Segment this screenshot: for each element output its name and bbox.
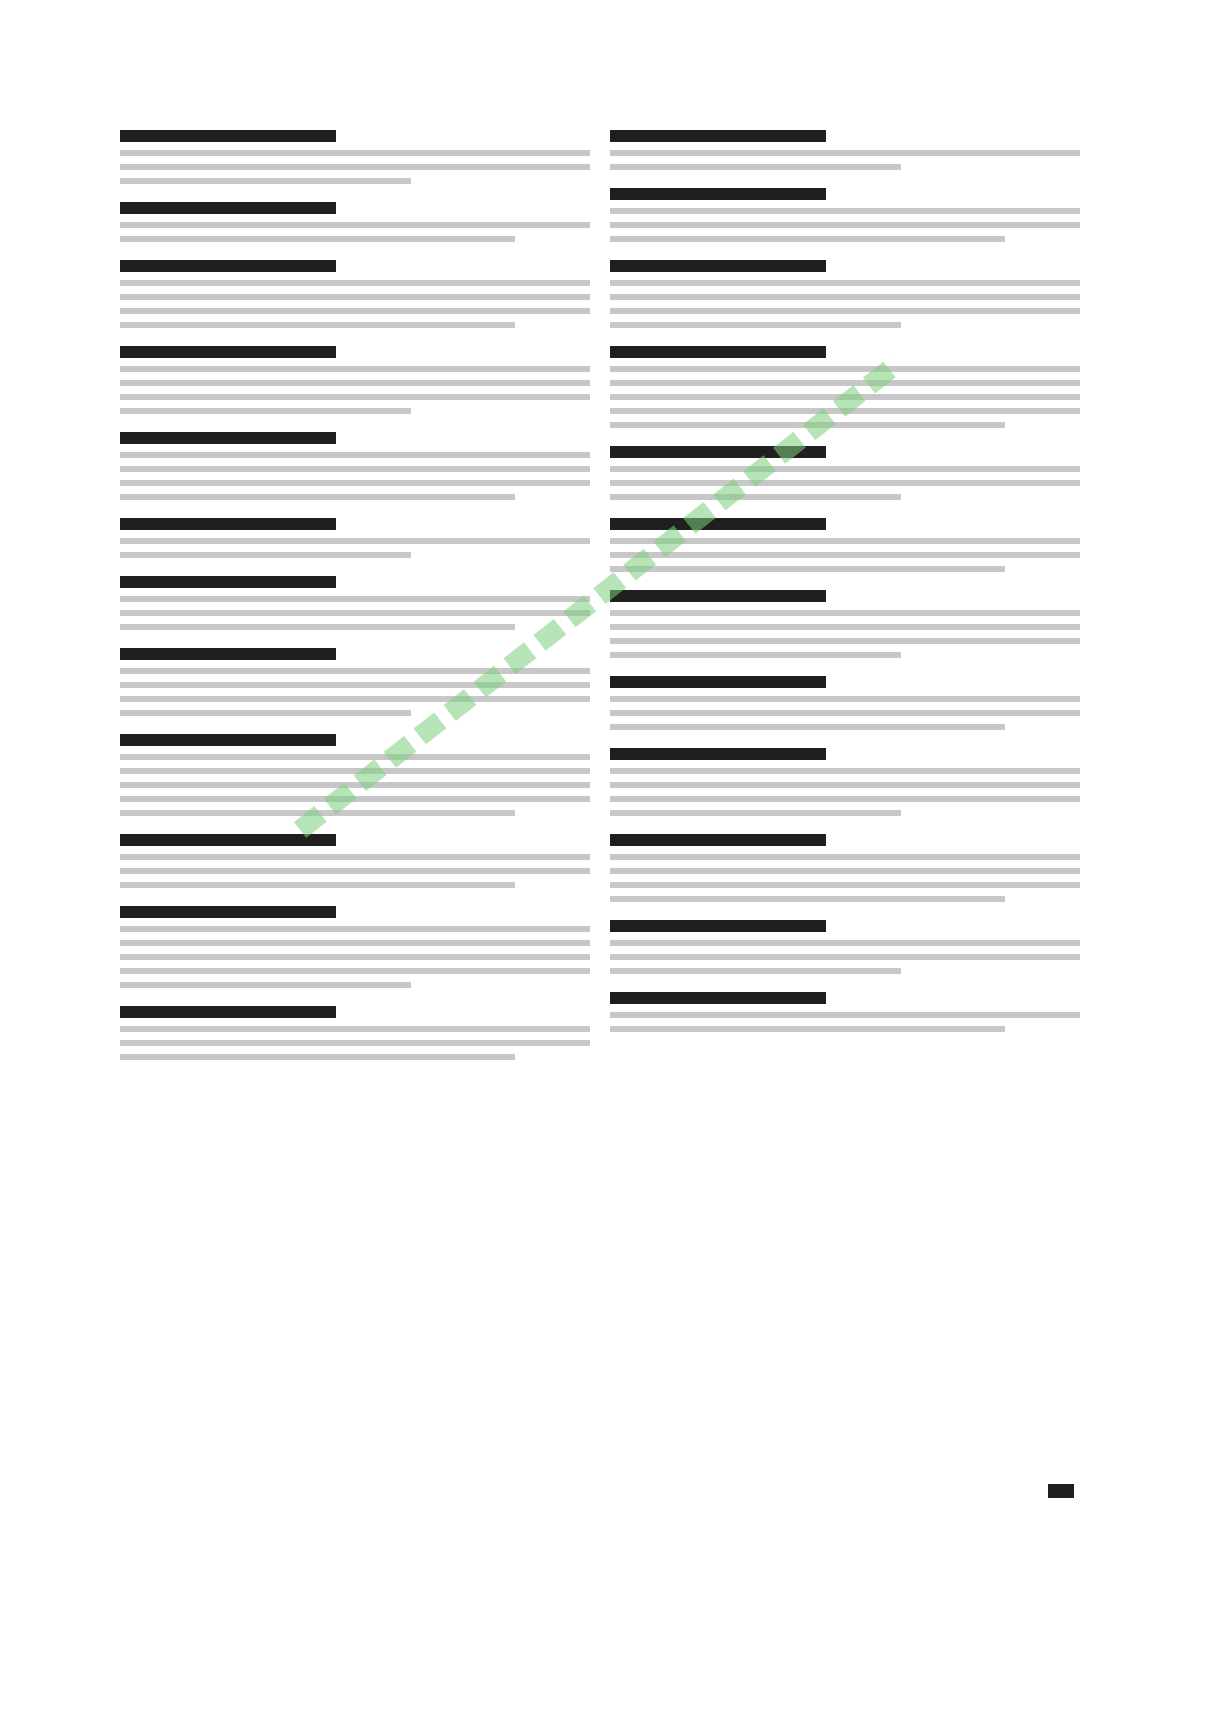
entry (610, 920, 1080, 974)
entry (610, 260, 1080, 328)
page-number (1048, 1484, 1074, 1498)
entry (120, 202, 590, 242)
entry (610, 446, 1080, 500)
entry (120, 130, 590, 184)
entry (120, 346, 590, 414)
entry (610, 676, 1080, 730)
left-column (120, 130, 590, 1078)
entry (610, 992, 1080, 1032)
entry (610, 188, 1080, 242)
entry (120, 1006, 590, 1060)
entry (120, 432, 590, 500)
entry (120, 576, 590, 630)
entry (610, 590, 1080, 658)
entry (610, 748, 1080, 816)
entry (120, 260, 590, 328)
right-column (610, 130, 1080, 1050)
entry (610, 130, 1080, 170)
entry (120, 906, 590, 988)
entry (120, 834, 590, 888)
entry (610, 834, 1080, 902)
entry (120, 518, 590, 558)
